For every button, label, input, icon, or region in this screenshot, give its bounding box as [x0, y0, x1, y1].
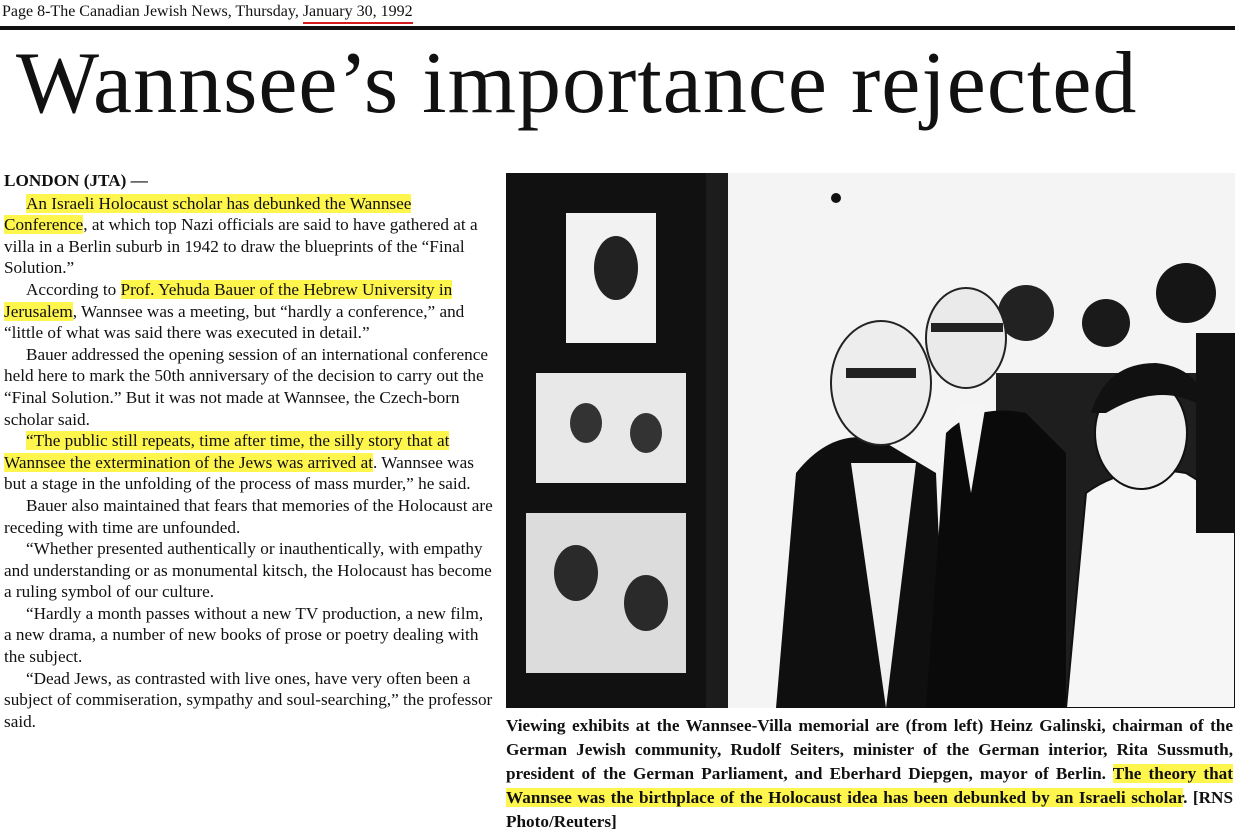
exhibit-figure [594, 236, 638, 300]
exhibit-photo-1 [570, 403, 602, 443]
background-head-3 [1156, 263, 1216, 323]
paragraph-2 [4, 279, 494, 344]
header-rule [0, 26, 1235, 30]
photo-illustration [506, 173, 1235, 708]
header-publication: Page 8-The Canadian Jewish News, Thursday, [2, 3, 303, 20]
figure-far-right [1196, 333, 1235, 533]
article-column [4, 170, 494, 732]
highlight-2: Prof. Yehuda Bauer of the Hebrew University in Jerusalem [4, 279, 453, 321]
paragraph-1-text: , at which top Nazi officials are said to have gathered at a villa in a Berlin suburb in 1942 to draw the blueprints of the “Final Solution.” [4, 215, 478, 278]
paragraph-4-text: . Wannsee was but a stage in the unfolding of the process of mass murder,” he said. [4, 452, 474, 494]
figure-left-head [831, 321, 931, 445]
paragraph-7: “Hardly a month passes without a new TV production, a new film, a new drama, a number of new books of prose or poetry dealing with the subject. [4, 603, 484, 667]
caption-highlight: The theory that Wannsee was the birthplace of the Holocaust idea has been debunked by an Israeli scholar [506, 764, 1233, 807]
headline: Wannsee’s importance rejected [16, 35, 1138, 132]
page-header [2, 0, 1233, 26]
figure-center-glasses [931, 323, 1003, 332]
photo-credit: . [RNS Photo/Reuters] [506, 788, 1234, 831]
wall-edge [706, 173, 728, 708]
paragraph-5: Bauer also maintained that fears that memories of the Holocaust are receding with time are unfounded. [4, 495, 493, 537]
paragraph-2-lead: According to [26, 279, 121, 299]
paragraph-8: “Dead Jews, as contrasted with live ones, have very often been a subject of commiseration, sympathy and soul-searching,” the professor said. [4, 668, 493, 731]
paragraph-2-text: , Wannsee was a meeting, but “hardly a conference,” and “little of what was said there was executed in detail.” [4, 301, 465, 343]
photo-caption [506, 714, 1233, 834]
exhibit-photo-2 [630, 413, 662, 453]
paragraph-1 [4, 193, 494, 279]
ceiling-light [831, 193, 841, 203]
paragraph-4 [4, 430, 494, 495]
figure-center-head [926, 288, 1006, 388]
exhibit-photo-4 [624, 575, 668, 631]
news-photo [506, 173, 1235, 708]
highlight-1: An Israeli Holocaust scholar has debunked the Wannsee Conference [4, 193, 412, 235]
dateline: LONDON (JTA) — [4, 171, 148, 190]
paragraph-3: Bauer addressed the opening session of an international conference held here to mark the 50th anniversary of the decision to carry out the “Final Solution.” But it was not made at Wannsee, the Czech-born scholar said. [4, 344, 488, 429]
exhibit-panel-2 [536, 373, 686, 483]
figure-center-body [926, 411, 1066, 709]
highlight-3: “The public still repeats, time after time, the silly story that at Wannsee the extermination of the Jews was arrived at [4, 431, 450, 472]
background-head-2 [1082, 299, 1130, 347]
header-date: January 30, 1992 [303, 2, 413, 24]
caption-text: Viewing exhibits at the Wannsee-Villa memorial are (from left) Heinz Galinski, chairman of the German Jewish community, Rudolf Seiters, minister of the German interior, Rita Sussmuth, president of the German Parliament, and Eberhard Diepgen, mayor of Berlin. [506, 716, 1233, 783]
figure-left-glasses [846, 368, 916, 378]
exhibit-photo-3 [554, 545, 598, 601]
paragraph-6: “Whether presented authentically or inauthentically, with empathy and understanding or as monumental kitsch, the Holocaust has become a ruling symbol of our culture. [4, 539, 492, 602]
